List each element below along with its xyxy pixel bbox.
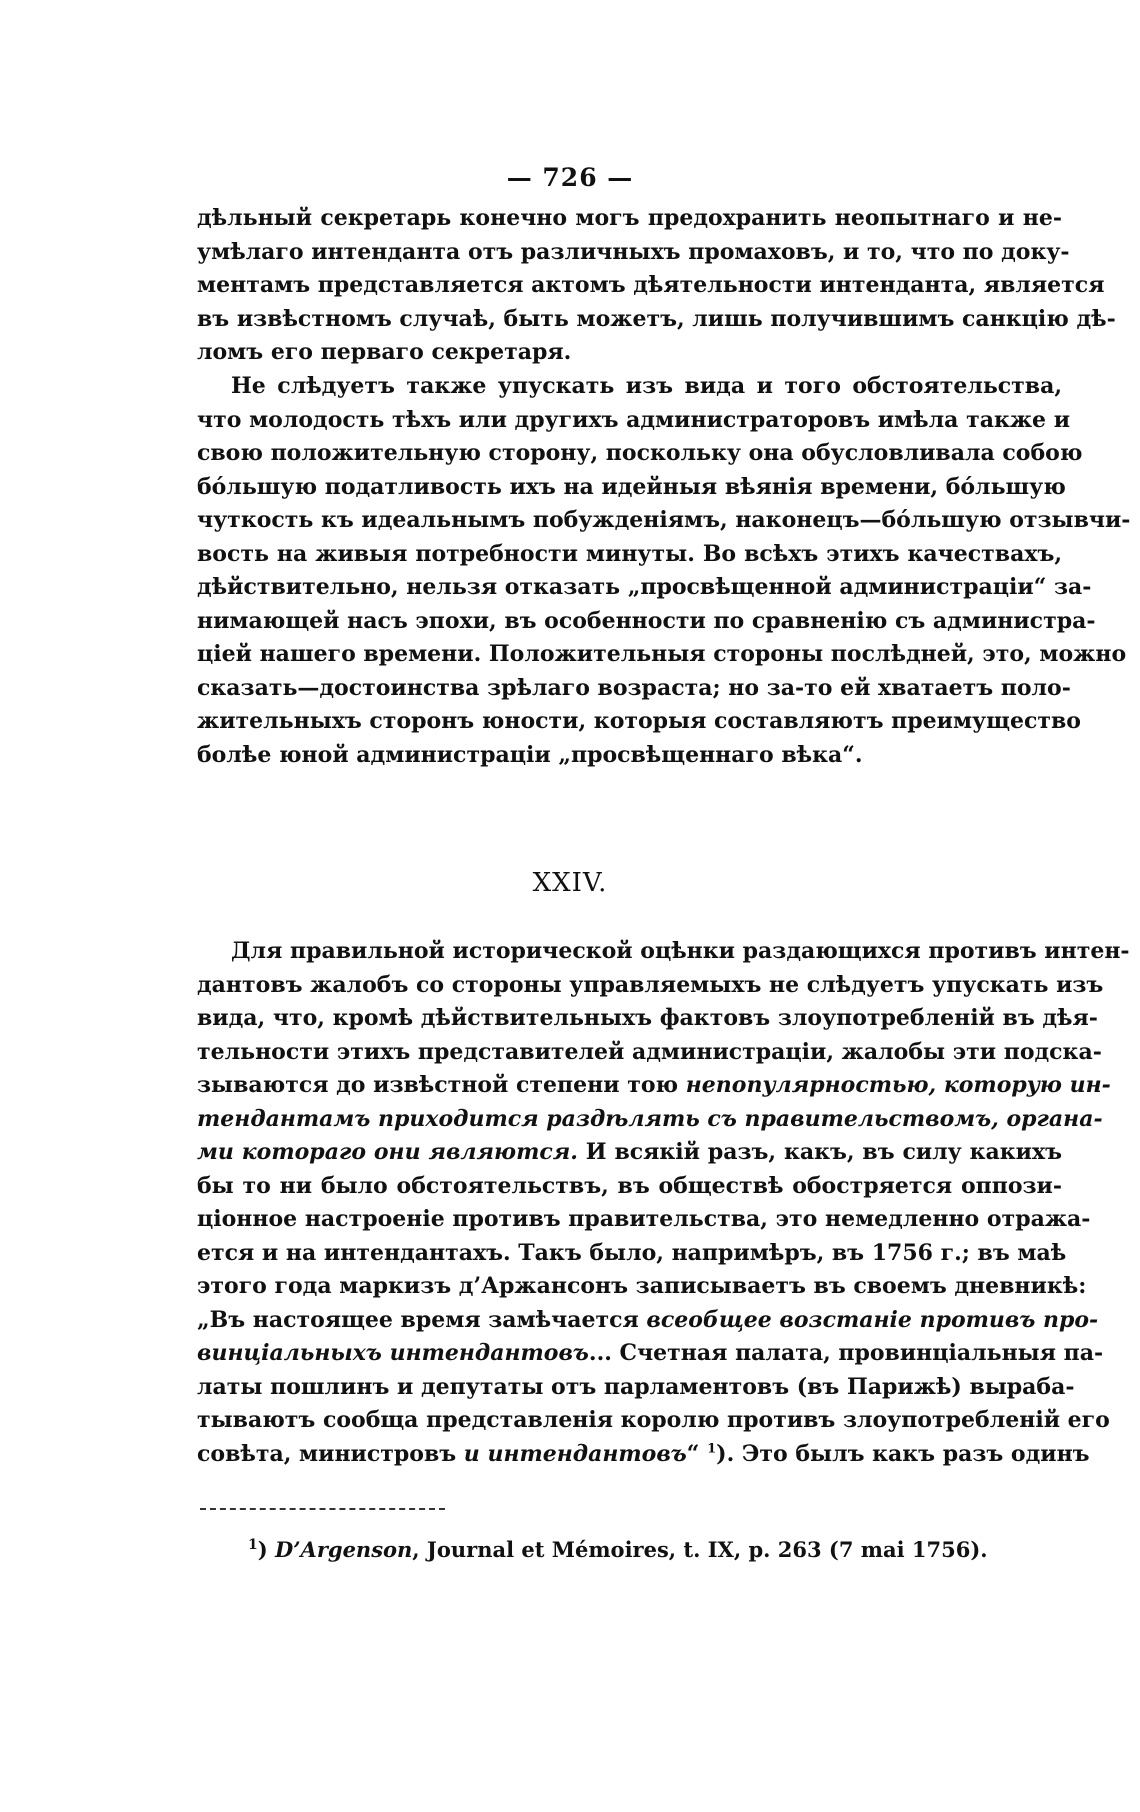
text-span: зываются до извѣстной степени тою xyxy=(197,1072,686,1098)
italic-span: и интендантовъ xyxy=(463,1440,687,1467)
text-line xyxy=(197,1304,1099,1338)
page-number: — 726 — xyxy=(506,163,634,192)
text-line xyxy=(197,1136,1062,1170)
text-line xyxy=(197,1337,1104,1371)
text-line: ментамъ представляется актомъ дѣятельности интенданта, является xyxy=(197,272,1105,298)
paragraph-youth xyxy=(197,370,1131,772)
italic-span: винціальныхъ интендантовъ xyxy=(197,1340,589,1366)
footnote-marker: 1 xyxy=(248,1537,258,1553)
text-line: латы пошлинъ и депутаты отъ парламентовъ (въ Парижѣ) выраба- xyxy=(197,1373,1075,1400)
text-span: “ xyxy=(686,1440,708,1467)
text-line: жительныхъ сторонъ юности, которыя составляютъ преимущество xyxy=(197,708,1081,734)
text-line: ломъ его перваго секретаря. xyxy=(197,339,572,365)
text-line: дантовъ жалобъ со стороны управляемыхъ не слѣдуетъ упускать изъ xyxy=(197,971,1104,998)
text-line: свою положительную сторону, поскольку она обусловливала собою xyxy=(197,440,1083,466)
text-line: болѣе юной администраціи „просвѣщеннаго вѣка“. xyxy=(197,741,863,768)
footnote-divider xyxy=(200,1508,445,1510)
text-line: нимающей насъ эпохи, въ особенности по сравненію съ администра- xyxy=(197,607,1096,634)
text-line: тельности этихъ представителей администраціи, жалобы эти подска- xyxy=(197,1038,1102,1065)
footnote-reference[interactable]: 1 xyxy=(707,1441,717,1457)
text-line: бы то ни было обстоятельствъ, въ обществѣ обостряется оппози- xyxy=(197,1172,1062,1199)
text-line: Для правильной исторической оцѣнки раздающихся противъ интен- xyxy=(231,938,1130,964)
text-line: ціонное настроеніе противъ правительства, это немедленно отража- xyxy=(197,1206,1091,1232)
text-line: въ извѣстномъ случаѣ, быть можетъ, лишь получившимъ санкцію дѣ- xyxy=(197,305,1116,332)
text-line: сказать—достоинства зрѣлаго возраста; но за-то ей хватаетъ поло- xyxy=(197,674,1071,701)
text-line: бóльшую податливость ихъ на идейныя вѣянія времени, бóльшую xyxy=(197,473,1066,500)
footnote-marker-close: ) xyxy=(257,1537,268,1562)
text-span: И всякій разъ, какъ, въ силу какихъ xyxy=(577,1139,1062,1165)
text-line: тываютъ сообща представленія королю противъ злоупотребленій его xyxy=(197,1407,1110,1433)
text-line: вида, что, кромѣ дѣйствительныхъ фактовъ злоупотребленій въ дѣя- xyxy=(197,1005,1098,1031)
paragraph-intendants xyxy=(197,935,1130,1471)
footnote-citation: , Journal et Mémoires, t. IX, p. 263 (7 mai 1756). xyxy=(412,1537,988,1562)
text-line: тендантамъ приходится раздѣлять съ правительствомъ, органа- xyxy=(197,1105,1103,1132)
footnote-author: D’Argenson xyxy=(275,1537,413,1562)
text-span: совѣта, министровъ xyxy=(197,1440,464,1467)
text-line: что молодость тѣхъ или другихъ администраторовъ имѣла также и xyxy=(197,406,1071,433)
text-line: дѣйствительно, нельзя отказать „просвѣщенной администраціи“ за- xyxy=(197,574,1092,600)
text-line xyxy=(197,1438,1090,1472)
text-line: ется и на интендантахъ. Такъ было, напримѣръ, въ 1756 г.; въ маѣ xyxy=(197,1239,1067,1266)
text-line: дѣльный секретарь конечно могъ предохранить неопытнаго и не- xyxy=(197,205,1062,231)
text-line: чуткость къ идеальнымъ побужденіямъ, наконецъ—бóльшую отзывчи- xyxy=(197,507,1131,533)
italic-span: непопулярностью, которую ин- xyxy=(685,1072,1111,1098)
text-span: „Въ настоящее время замѣчается xyxy=(197,1306,647,1333)
section-heading: XXIV. xyxy=(532,868,608,898)
text-line: Не слѣдуетъ также упускать изъ вида и того обстоятельства, xyxy=(231,373,1062,399)
footnote xyxy=(248,1537,988,1562)
text-span: ). Это былъ какъ разъ одинъ xyxy=(716,1440,1090,1467)
text-line: умѣлаго интенданта отъ различныхъ промаховъ, и то, что по доку- xyxy=(197,238,1070,265)
text-span: ... Счетная палата, провинціальныя па- xyxy=(588,1340,1104,1366)
text-line: ціей нашего времени. Положительныя стороны послѣдней, это, можно xyxy=(197,641,1127,667)
text-line: вость на живыя потребности минуты. Во всѣхъ этихъ качествахъ, xyxy=(197,540,1062,567)
text-line xyxy=(197,1069,1111,1103)
italic-span: ми котораго они являются. xyxy=(197,1139,578,1165)
italic-span: всеобщее возстаніе противъ про- xyxy=(646,1306,1099,1333)
text-line: этого года маркизъ д’Аржансонъ записываетъ въ своемъ дневникѣ: xyxy=(197,1273,1087,1299)
paragraph-continuation xyxy=(197,202,1116,370)
